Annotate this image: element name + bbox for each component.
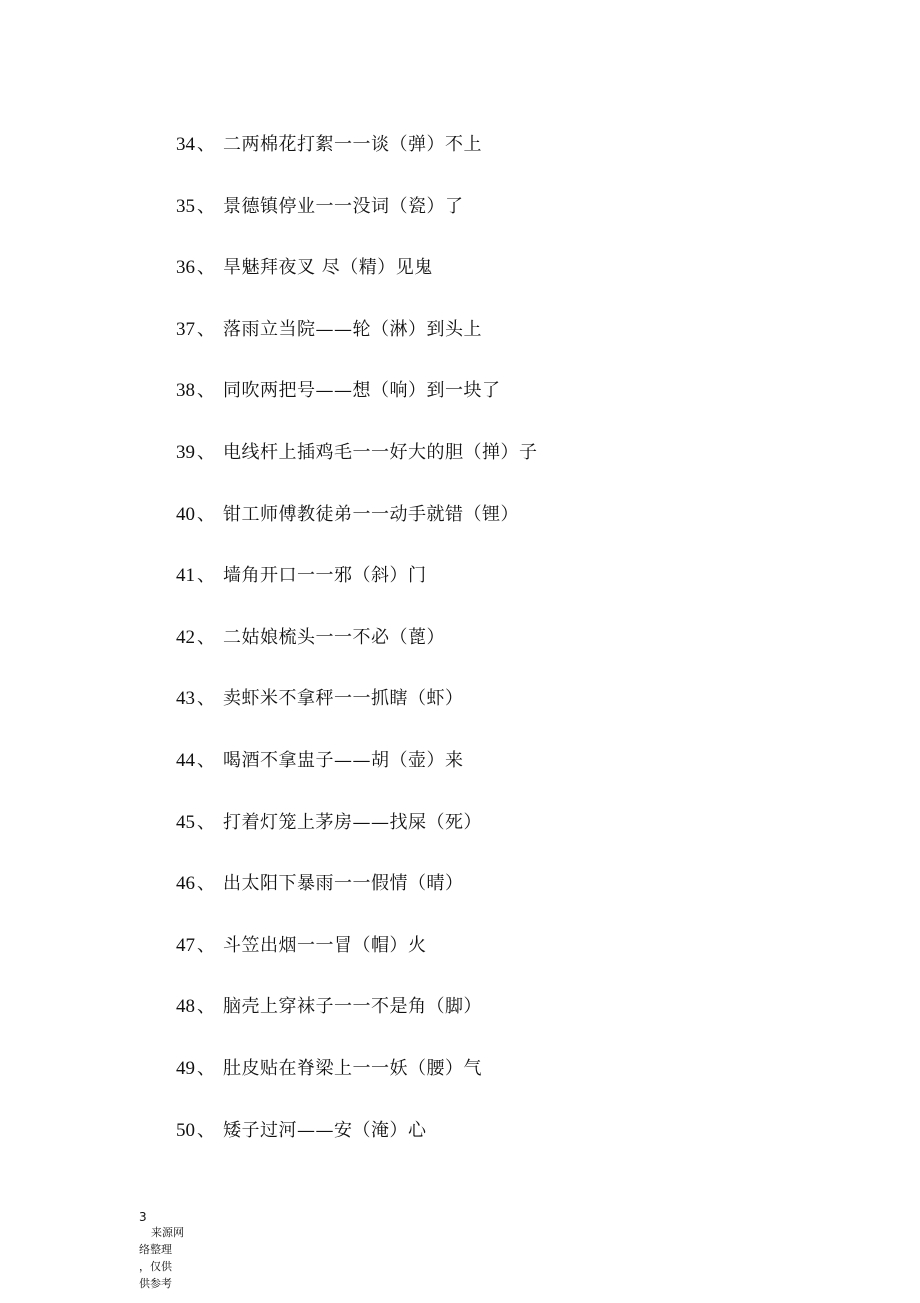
item-separator: 、 <box>197 873 215 895</box>
item-text: 肚皮贴在脊梁上一一妖（腰）气 <box>223 1057 482 1079</box>
item-number: 43 <box>176 688 195 710</box>
page-number: 3 <box>139 1210 147 1224</box>
item-separator: 、 <box>197 565 215 587</box>
item-separator: 、 <box>197 749 215 771</box>
item-text: 同吹两把号——想（响）到一块了 <box>223 380 501 402</box>
item-separator: 、 <box>197 688 215 710</box>
item-text: 二两棉花打絮一一谈（弹）不上 <box>223 134 482 155</box>
item-number: 40 <box>176 503 195 525</box>
item-number: 49 <box>176 1057 195 1079</box>
item-text: 电线杆上插鸡毛一一好大的胆（掸）子 <box>223 441 538 463</box>
list-item <box>176 126 876 188</box>
item-number: 38 <box>176 380 195 402</box>
item-text: 旱魅拜夜叉 尽（精）见鬼 <box>223 257 433 279</box>
list-item <box>176 1112 876 1174</box>
list-item <box>176 557 876 619</box>
item-text: 墙角开口一一邪（斜）门 <box>223 565 427 587</box>
list-item <box>176 311 876 373</box>
item-text: 落雨立当院——轮（淋）到头上 <box>223 318 482 340</box>
item-separator: 、 <box>197 811 215 833</box>
item-separator: 、 <box>197 1057 215 1079</box>
riddle-list <box>176 126 876 1173</box>
item-number: 34 <box>176 134 195 155</box>
item-number: 41 <box>176 565 195 587</box>
item-number: 44 <box>176 749 195 771</box>
list-item <box>176 742 876 804</box>
item-text: 景德镇停业一一没词（瓷）了 <box>223 195 464 217</box>
item-text: 卖虾米不拿秤一一抓瞎（虾） <box>223 688 464 710</box>
item-text: 钳工师傅教徒弟一一动手就错（锂） <box>223 503 519 525</box>
item-separator: 、 <box>197 626 215 648</box>
item-separator: 、 <box>197 195 215 217</box>
footer-note-line: 络整理 <box>139 1243 172 1256</box>
list-item <box>176 804 876 866</box>
list-item <box>176 619 876 681</box>
page-footer <box>139 1210 199 1292</box>
list-item <box>176 988 876 1050</box>
item-separator: 、 <box>197 318 215 340</box>
item-number: 47 <box>176 934 195 956</box>
item-text: 二姑娘梳头一一不必（蓖） <box>223 626 445 648</box>
item-separator: 、 <box>197 380 215 402</box>
item-separator: 、 <box>197 257 215 279</box>
item-number: 36 <box>176 257 195 279</box>
item-number: 46 <box>176 873 195 895</box>
footer-note-line: ，仅供 <box>139 1260 172 1273</box>
item-separator: 、 <box>197 934 215 956</box>
item-separator: 、 <box>197 503 215 525</box>
item-separator: 、 <box>197 1119 215 1141</box>
item-number: 37 <box>176 318 195 340</box>
item-number: 35 <box>176 195 195 217</box>
item-text: 斗笠出烟一一冒（帽）火 <box>223 934 427 956</box>
item-text: 喝酒不拿盅子——胡（壶）来 <box>223 749 464 771</box>
list-item <box>176 188 876 250</box>
item-text: 矮子过河——安（淹）心 <box>223 1119 427 1141</box>
item-separator: 、 <box>197 441 215 463</box>
footer-note-line: 来源网 <box>151 1226 184 1239</box>
item-text: 脑壳上穿袜子一一不是角（脚） <box>223 996 482 1018</box>
item-separator: 、 <box>197 996 215 1018</box>
item-number: 48 <box>176 996 195 1018</box>
list-item <box>176 865 876 927</box>
item-text: 出太阳下暴雨一一假情（晴） <box>223 873 464 895</box>
list-item <box>176 496 876 558</box>
item-text: 打着灯笼上茅房——找屎（死） <box>223 811 482 833</box>
item-number: 45 <box>176 811 195 833</box>
list-item <box>176 927 876 989</box>
list-item <box>176 1050 876 1112</box>
item-number: 39 <box>176 441 195 463</box>
footer-note-line: 供参考 <box>139 1277 172 1290</box>
item-number: 50 <box>176 1119 195 1141</box>
list-item <box>176 372 876 434</box>
item-number: 42 <box>176 626 195 648</box>
list-item <box>176 434 876 496</box>
item-separator: 、 <box>197 134 215 155</box>
list-item <box>176 249 876 311</box>
list-item <box>176 680 876 742</box>
